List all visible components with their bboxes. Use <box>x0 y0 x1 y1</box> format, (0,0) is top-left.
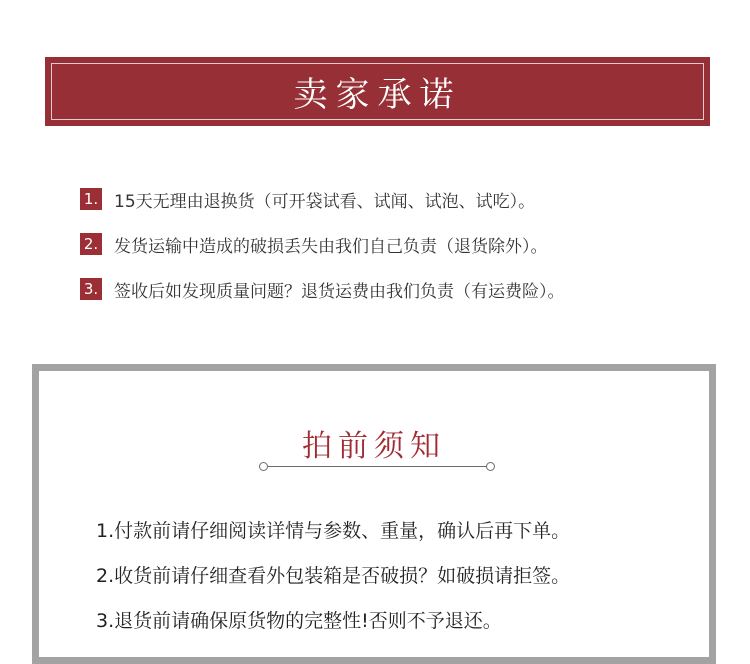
notice-item: 1.付款前请仔细阅读详情与参数、重量，确认后再下单。 <box>96 520 571 542</box>
pre-purchase-notice-box <box>32 364 716 664</box>
promise-item <box>80 188 535 210</box>
seller-promise-banner <box>45 57 710 126</box>
promise-text: 15天无理由退换货（可开袋试看、试闻、试泡、试吃）。 <box>114 191 536 212</box>
divider-dot-left <box>259 462 268 471</box>
promise-number-badge: 3. <box>80 278 102 300</box>
promise-text: 签收后如发现质量问题？退货运费由我们负责（有运费险）。 <box>114 281 565 302</box>
title-divider <box>259 462 495 472</box>
divider-dot-right <box>486 462 495 471</box>
banner-title: 卖家承诺 <box>293 75 462 115</box>
promise-text: 发货运输中造成的破损丢失由我们自己负责（退货除外）。 <box>114 236 548 257</box>
promise-number-badge: 2. <box>80 233 102 255</box>
promise-item <box>80 278 565 300</box>
divider-line <box>265 466 489 467</box>
promise-item <box>80 233 548 255</box>
notice-item: 3.退货前请确保原货物的完整性!否则不予退还。 <box>96 610 502 632</box>
notice-title: 拍前须知 <box>302 429 446 464</box>
notice-item: 2.收货前请仔细查看外包装箱是否破损？如破损请拒签。 <box>96 565 571 587</box>
promise-number-badge: 1. <box>80 188 102 210</box>
